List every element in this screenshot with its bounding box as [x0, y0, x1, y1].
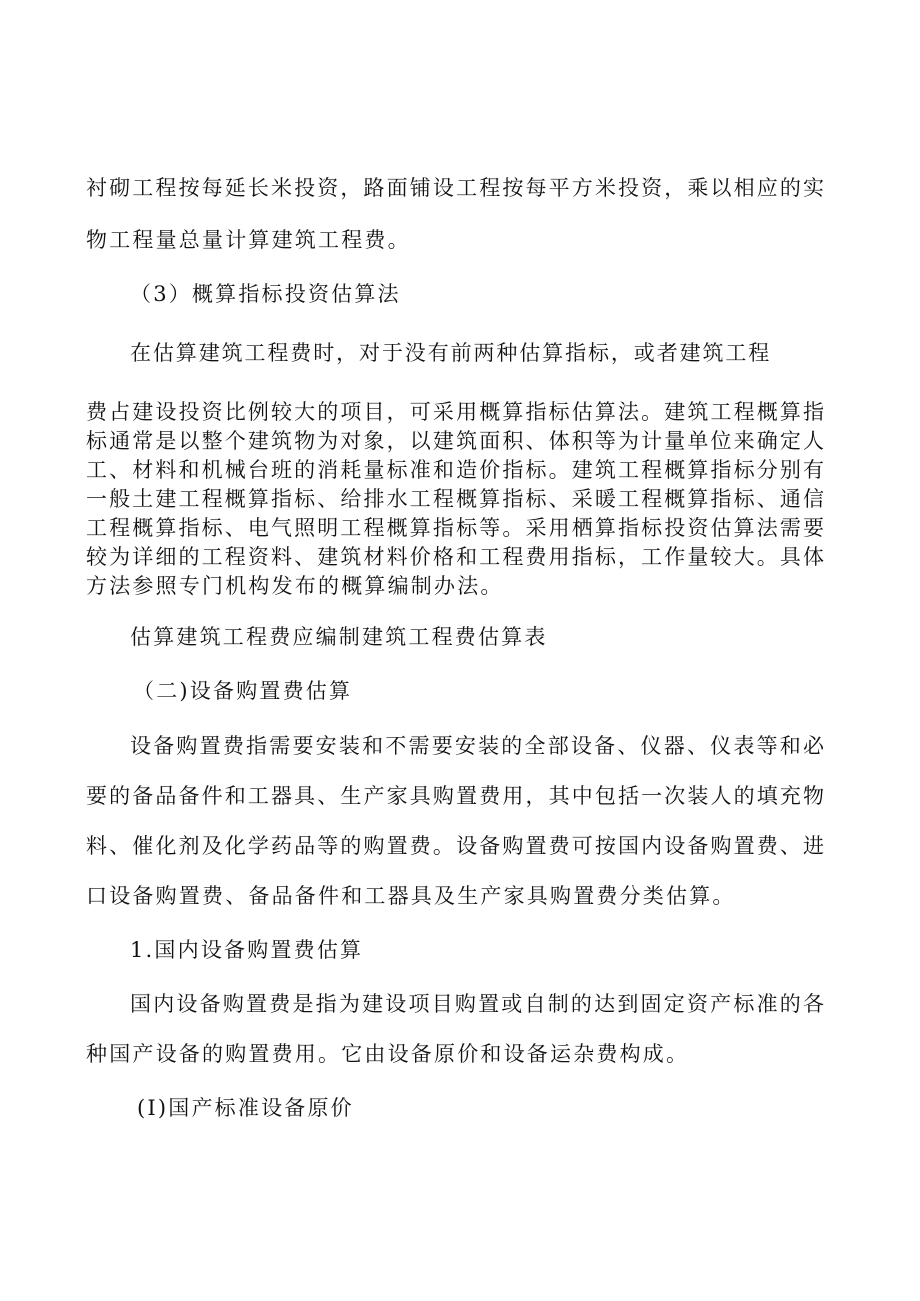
paragraph-line: 料、催化剂及化学药品等的购置费。设备购置费可按国内设备购置费、进 — [86, 834, 824, 858]
paragraph-line: 设备购置费指需要安装和不需要安装的全部设备、仪器、仪表等和必 — [130, 734, 824, 758]
paragraph-line: 物工程量总量计算建筑工程费。 — [86, 228, 411, 252]
paragraph-line: 种国产设备的购置费用。它由设备原价和设备运杂费构成。 — [86, 1042, 690, 1066]
paragraph-line: 口设备购置费、备品备件和工器具及生产家具购置费分类估算。 — [86, 884, 736, 908]
section-heading: （3）概算指标投资估算法 — [130, 282, 401, 306]
paragraph-line: 要的备品备件和工器具、生产家具购置费用，其中包括一次装人的填充物 — [86, 784, 824, 808]
paragraph-line: 较为详细的工程资料、建筑材料价格和工程费用指标，工作量较大。具体 — [86, 545, 824, 569]
paragraph-line: 一般土建工程概算指标、给排水工程概算指标、采暖工程概算指标、通信 — [86, 487, 824, 511]
section-heading: 1.国内设备购置费估算 — [130, 938, 364, 962]
paragraph-line: 工程概算指标、电气照明工程概算指标等。采用栖算指标投资估算法需要 — [86, 516, 824, 540]
paragraph-line: 衬砌工程按每延长米投资，路面铺设工程按每平方米投资，乘以相应的实 — [86, 176, 824, 200]
paragraph-line: 费占建设投资比例较大的项目，可采用概算指标估算法。建筑工程概算指 — [86, 400, 824, 424]
paragraph-line: 方法参照专门机构发布的概算编制办法。 — [86, 574, 504, 598]
paragraph-line: 工、材料和机械台班的消耗量标准和造价指标。建筑工程概算指标分别有 — [86, 458, 824, 482]
section-heading: (I)国产标准设备原价 — [137, 1096, 354, 1120]
section-heading: 估算建筑工程费应编制建筑工程费估算表 — [130, 625, 548, 649]
paragraph-line: 国内设备购置费是指为建设项目购置或自制的达到固定资产标准的各 — [130, 992, 824, 1016]
paragraph-line: 标通常是以整个建筑物为对象，以建筑面积、体积等为计量单位来确定人 — [86, 429, 824, 453]
paragraph-line: 在估算建筑工程费时，对于没有前两种估算指标，或者建筑工程 — [130, 341, 772, 365]
section-heading: （二)设备购置费估算 — [133, 679, 353, 703]
